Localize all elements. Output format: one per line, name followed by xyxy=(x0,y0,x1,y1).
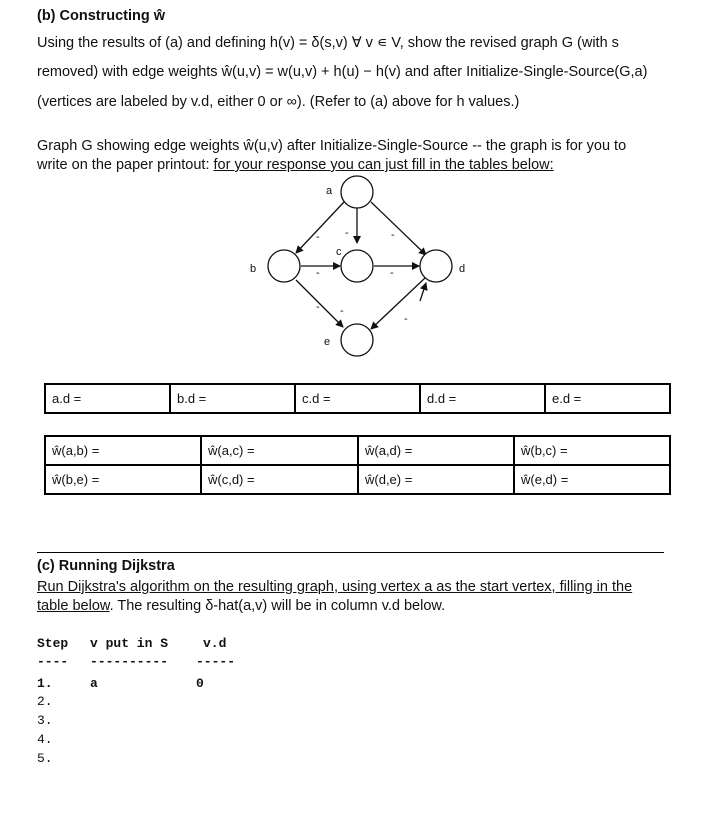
vertex-e xyxy=(341,324,373,356)
weight-cell-a-d[interactable]: ŵ(a,d) = xyxy=(358,436,514,465)
vertex-label-a: a xyxy=(326,185,333,197)
weight-cell-c-d[interactable]: ŵ(c,d) = xyxy=(201,465,358,494)
weight-cell-b-e[interactable]: ŵ(b,e) = xyxy=(45,465,201,494)
weight-cell-b-c[interactable]: ŵ(b,c) = xyxy=(514,436,670,465)
step-row-3-num: 3. xyxy=(37,713,53,728)
step-row-1-num: 1. xyxy=(37,676,53,691)
step-row-1-d[interactable]: 0 xyxy=(196,676,204,691)
steps-header-step: Step xyxy=(37,636,69,651)
vd-cell-a[interactable]: a.d = xyxy=(45,384,170,413)
vertex-label-d: d xyxy=(459,263,466,275)
vd-cell-b[interactable]: b.d = xyxy=(170,384,295,413)
part-b-line-1: Using the results of (a) and defining h(v) = δ(s,v) ∀ v ∊ V, show the revised graph G (with s xyxy=(37,35,619,51)
weight-d-e: - xyxy=(404,313,408,325)
weight-a-b: - xyxy=(316,231,320,243)
weight-a-d: - xyxy=(391,229,395,241)
graph-caption-plain: write on the paper printout: xyxy=(37,157,214,173)
steps-dash-vd: ----- xyxy=(196,654,236,669)
weight-b-e: - xyxy=(316,301,320,313)
edge-d-e xyxy=(371,278,425,329)
vertex-c xyxy=(341,250,373,282)
section-divider xyxy=(37,552,664,553)
weight-cell-a-c[interactable]: ŵ(a,c) = xyxy=(201,436,358,465)
vd-cell-e[interactable]: e.d = xyxy=(545,384,670,413)
steps-dash-step: ---- xyxy=(37,654,69,669)
weights-table xyxy=(44,435,671,495)
steps-header-v: v put in S xyxy=(90,636,169,651)
weight-b-c: - xyxy=(316,267,320,279)
vertex-label-e: e xyxy=(324,336,331,348)
vd-cell-c[interactable]: c.d = xyxy=(295,384,420,413)
edge-a-d xyxy=(371,202,426,255)
part-c-instruction-1: Run Dijkstra's algorithm on the resulting graph, using vertex a as the start vertex, filling in the xyxy=(37,579,633,595)
weight-cell-a-b[interactable]: ŵ(a,b) = xyxy=(45,436,201,465)
part-c-instruction-underlined: table below xyxy=(37,598,110,614)
step-row-2-num: 2. xyxy=(37,694,53,709)
part-b-line-3: (vertices are labeled by v.d, either 0 or ∞). (Refer to (a) above for h values.) xyxy=(37,94,520,110)
part-b-line-2: removed) with edge weights ŵ(u,v) = w(u,v) + h(u) − h(v) and after Initialize-Single-Source(G,a) xyxy=(37,64,648,80)
weight-cell-d-e[interactable]: ŵ(d,e) = xyxy=(358,465,514,494)
weight-c-d: - xyxy=(390,267,394,279)
vertex-label-c: c xyxy=(336,246,342,258)
steps-header-vd: v.d xyxy=(203,636,227,651)
vd-cell-d[interactable]: d.d = xyxy=(420,384,545,413)
step-row-4-num: 4. xyxy=(37,732,53,747)
part-c-instruction-2 xyxy=(37,598,445,614)
graph-diagram xyxy=(0,0,718,370)
vertex-d xyxy=(420,250,452,282)
part-c-instruction-rest: . The resulting δ-hat(a,v) will be in column v.d below. xyxy=(109,598,446,614)
step-row-1-v[interactable]: a xyxy=(90,676,98,691)
part-b-heading: (b) Constructing ŵ xyxy=(37,8,166,24)
graph-caption-underlined: for your response you can just fill in the tables below: xyxy=(213,157,554,173)
vertex-a xyxy=(341,176,373,208)
vertex-label-b: b xyxy=(250,263,257,275)
part-c-heading: (c) Running Dijkstra xyxy=(37,558,175,574)
step-row-5-num: 5. xyxy=(37,751,53,766)
vertex-b xyxy=(268,250,300,282)
edge-e-d xyxy=(420,283,426,301)
weight-cell-e-d[interactable]: ŵ(e,d) = xyxy=(514,465,670,494)
steps-dash-v: ---------- xyxy=(90,654,169,669)
weight-a-c: - xyxy=(345,227,349,239)
graph-caption-line-1: Graph G showing edge weights ŵ(u,v) after Initialize-Single-Source -- the graph is for you to xyxy=(37,138,627,154)
weight-e-d: - xyxy=(340,305,344,317)
vd-table xyxy=(44,383,671,414)
